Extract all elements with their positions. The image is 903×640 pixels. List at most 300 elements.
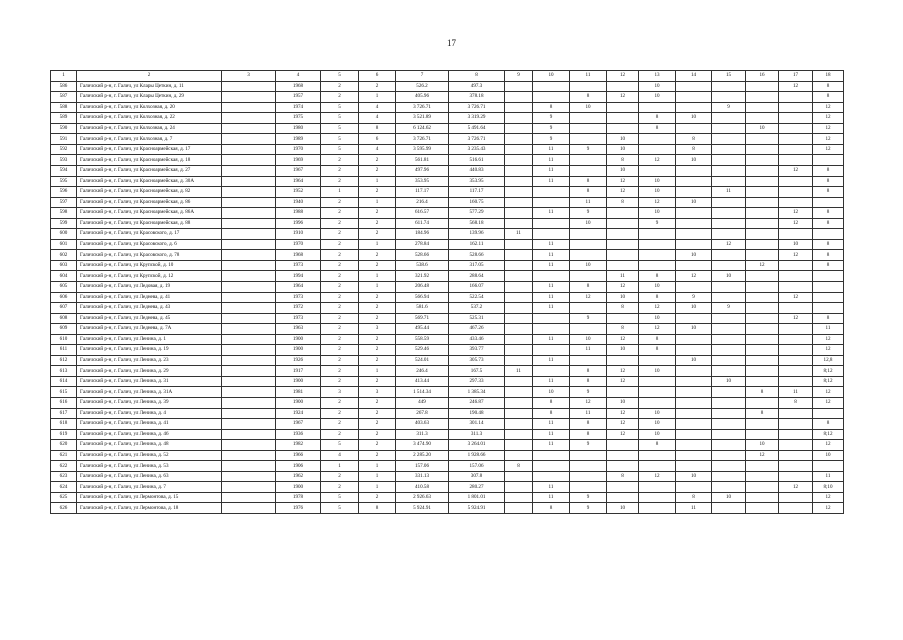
- table-row: [51, 408, 844, 419]
- table-cell: 8: [779, 398, 813, 409]
- table-cell: 11: [505, 366, 533, 377]
- table-cell: [746, 334, 779, 345]
- table-cell: [607, 218, 639, 229]
- table-cell: 8: [639, 113, 676, 124]
- table-cell: [746, 165, 779, 176]
- table-cell: [533, 271, 570, 282]
- table-cell: [222, 324, 276, 335]
- table-cell: [746, 471, 779, 482]
- table-cell: 1: [359, 239, 396, 250]
- table-cell: 1973: [276, 260, 321, 271]
- table-cell: 12: [746, 260, 779, 271]
- table-cell: [712, 345, 746, 356]
- table-cell: 2: [359, 260, 396, 271]
- table-cell: 9: [712, 102, 746, 113]
- table-cell: 157.06: [396, 461, 449, 472]
- table-cell: [222, 218, 276, 229]
- table-cell: 11: [779, 387, 813, 398]
- table-cell: 8: [639, 345, 676, 356]
- table-cell: 3 521.89: [396, 113, 449, 124]
- table-cell: 10: [639, 176, 676, 187]
- table-cell: [505, 376, 533, 387]
- table-cell: [779, 503, 813, 514]
- table-cell: [570, 123, 607, 134]
- table-cell: [746, 324, 779, 335]
- table-cell: [607, 250, 639, 261]
- table-cell: 611.74: [396, 218, 449, 229]
- table-cell: 9: [712, 303, 746, 314]
- table-cell: 3 235.43: [449, 144, 505, 155]
- table-cell: 12: [779, 292, 813, 303]
- table-cell: 1900: [276, 334, 321, 345]
- table-cell: [639, 450, 676, 461]
- table-cell: [505, 408, 533, 419]
- table-row: [51, 366, 844, 377]
- table-cell: 11: [533, 440, 570, 451]
- table-cell: 216.4: [396, 197, 449, 208]
- table-cell: [746, 229, 779, 240]
- table-cell: 2: [321, 81, 359, 92]
- table-cell: 12: [779, 81, 813, 92]
- table-cell: 8: [607, 303, 639, 314]
- table-cell: [779, 260, 813, 271]
- table-cell: [779, 334, 813, 345]
- table-cell: [505, 165, 533, 176]
- table-cell: [779, 461, 813, 472]
- table-cell: 619: [51, 429, 77, 440]
- table-cell: 622: [51, 461, 77, 472]
- table-cell: [676, 260, 712, 271]
- table-cell: 12: [779, 250, 813, 261]
- table-row: [51, 165, 844, 176]
- table-cell: [712, 408, 746, 419]
- table-cell: [746, 81, 779, 92]
- table-cell: [505, 324, 533, 335]
- table-cell: [712, 503, 746, 514]
- table-cell: 626: [51, 503, 77, 514]
- table-cell: 301.14: [449, 419, 505, 430]
- table-cell: [533, 471, 570, 482]
- table-cell: 6: [359, 134, 396, 145]
- table-cell: [222, 471, 276, 482]
- table-cell: 246.4: [396, 366, 449, 377]
- table-row: [51, 144, 844, 155]
- table-cell: [607, 440, 639, 451]
- table-cell: [222, 440, 276, 451]
- table-cell: [676, 461, 712, 472]
- table-cell: [746, 292, 779, 303]
- table-cell: 586: [51, 81, 77, 92]
- table-cell: 117.17: [449, 187, 505, 198]
- table-cell: [712, 260, 746, 271]
- table-cell: 606: [51, 292, 77, 303]
- table-cell: 1: [359, 471, 396, 482]
- table-cell: 5: [321, 102, 359, 113]
- table-cell: 1936: [276, 429, 321, 440]
- table-cell: 1966: [276, 450, 321, 461]
- address-cell: Галичский р-н, г. Галич, ул Ленина, д. 53: [77, 461, 222, 472]
- table-cell: [505, 440, 533, 451]
- table-cell: [813, 303, 844, 314]
- table-cell: 596: [51, 187, 77, 198]
- table-cell: [813, 281, 844, 292]
- table-cell: [639, 250, 676, 261]
- address-cell: Галичский р-н, г. Галич, ул Красноармейская, д. 86: [77, 197, 222, 208]
- table-cell: 12: [676, 271, 712, 282]
- table-cell: 12: [779, 482, 813, 493]
- table-row: [51, 303, 844, 314]
- table-cell: [712, 176, 746, 187]
- table-cell: 1: [359, 271, 396, 282]
- table-cell: 12: [607, 92, 639, 103]
- table-cell: 610: [51, 334, 77, 345]
- table-row: [51, 102, 844, 113]
- column-number-cell: 11: [570, 71, 607, 82]
- table-cell: 8: [359, 123, 396, 134]
- table-cell: [533, 461, 570, 472]
- table-cell: 162.11: [449, 239, 505, 250]
- table-cell: 167.5: [449, 366, 505, 377]
- table-cell: [779, 197, 813, 208]
- column-number-cell: 3: [222, 71, 276, 82]
- table-row: [51, 324, 844, 335]
- table-cell: 561.81: [396, 155, 449, 166]
- table-cell: [222, 419, 276, 430]
- address-cell: Галичский р-н, г. Галич, ул Ленина, д. 48: [77, 440, 222, 451]
- table-cell: 1973: [276, 292, 321, 303]
- table-cell: [505, 260, 533, 271]
- table-cell: 524.01: [396, 355, 449, 366]
- table-cell: [712, 440, 746, 451]
- table-cell: [639, 461, 676, 472]
- table-cell: 2: [321, 292, 359, 303]
- table-cell: [779, 134, 813, 145]
- column-number-cell: 12: [607, 71, 639, 82]
- table-cell: 12: [779, 313, 813, 324]
- table-cell: [712, 292, 746, 303]
- table-cell: [712, 250, 746, 261]
- table-cell: [712, 366, 746, 377]
- table-cell: 568.18: [449, 218, 505, 229]
- table-cell: 2: [321, 260, 359, 271]
- table-cell: 10: [676, 113, 712, 124]
- table-cell: [676, 165, 712, 176]
- table-cell: 2: [359, 81, 396, 92]
- table-cell: 528.66: [449, 250, 505, 261]
- address-cell: Галичский р-н, г. Галич, ул Колхозная, д. 20: [77, 102, 222, 113]
- table-cell: 601: [51, 239, 77, 250]
- table-row: [51, 292, 844, 303]
- table-cell: [570, 450, 607, 461]
- table-cell: [676, 450, 712, 461]
- table-cell: 608: [51, 313, 77, 324]
- table-cell: 9: [570, 387, 607, 398]
- table-cell: 11: [813, 324, 844, 335]
- table-cell: 1906: [276, 461, 321, 472]
- table-cell: [779, 324, 813, 335]
- table-cell: 433.46: [449, 334, 505, 345]
- table-cell: 1917: [276, 366, 321, 377]
- table-cell: [570, 250, 607, 261]
- table-cell: 1964: [276, 281, 321, 292]
- table-cell: [505, 503, 533, 514]
- table-cell: 8: [813, 218, 844, 229]
- table-cell: 4: [359, 113, 396, 124]
- address-cell: Галичский р-н, г. Галич, ул Красноармейская, д. 88: [77, 218, 222, 229]
- address-cell: Галичский р-н, г. Галич, ул Ленина, д. 4: [77, 408, 222, 419]
- table-cell: [746, 197, 779, 208]
- table-cell: 1962: [276, 471, 321, 482]
- table-cell: [746, 366, 779, 377]
- table-cell: 8: [607, 471, 639, 482]
- table-cell: [676, 313, 712, 324]
- table-cell: 1974: [276, 102, 321, 113]
- table-cell: [222, 176, 276, 187]
- table-cell: 10: [639, 366, 676, 377]
- table-cell: 12: [639, 324, 676, 335]
- table-cell: 8: [607, 197, 639, 208]
- table-cell: [533, 197, 570, 208]
- table-cell: 11: [533, 208, 570, 219]
- table-cell: [746, 102, 779, 113]
- table-cell: 614: [51, 376, 77, 387]
- address-cell: Галичский р-н, г. Галич, ул Красноармейская, д. 18: [77, 155, 222, 166]
- table-cell: 1978: [276, 492, 321, 503]
- table-cell: [779, 102, 813, 113]
- table-cell: [712, 165, 746, 176]
- table-cell: [676, 281, 712, 292]
- table-cell: 569.71: [396, 313, 449, 324]
- table-cell: 566.94: [396, 292, 449, 303]
- column-number-cell: 10: [533, 71, 570, 82]
- table-cell: [222, 144, 276, 155]
- table-cell: 2: [321, 398, 359, 409]
- column-number-cell: 7: [396, 71, 449, 82]
- table-cell: [712, 92, 746, 103]
- table-cell: 2: [359, 376, 396, 387]
- table-cell: 591: [51, 134, 77, 145]
- table-cell: [712, 113, 746, 124]
- table-cell: 9: [570, 492, 607, 503]
- table-cell: 11: [533, 292, 570, 303]
- table-cell: [505, 419, 533, 430]
- table-cell: [222, 461, 276, 472]
- table-cell: [712, 450, 746, 461]
- table-cell: 589: [51, 113, 77, 124]
- table-cell: 12: [607, 429, 639, 440]
- table-cell: [607, 102, 639, 113]
- table-row: [51, 218, 844, 229]
- table-cell: 1972: [276, 303, 321, 314]
- table-cell: [533, 218, 570, 229]
- table-cell: [639, 387, 676, 398]
- table-cell: 2: [359, 450, 396, 461]
- table-cell: 1970: [276, 144, 321, 155]
- table-cell: [533, 229, 570, 240]
- table-cell: 1973: [276, 313, 321, 324]
- table-cell: [607, 81, 639, 92]
- table-cell: 2: [321, 271, 359, 282]
- address-cell: Галичский р-н, г. Галич, ул Ленина, д. 46: [77, 429, 222, 440]
- table-cell: [779, 155, 813, 166]
- table-cell: [813, 408, 844, 419]
- table-cell: 190.48: [449, 408, 505, 419]
- table-cell: [639, 239, 676, 250]
- table-cell: [505, 144, 533, 155]
- table-cell: 1963: [276, 324, 321, 335]
- column-number-cell: 1: [51, 71, 77, 82]
- address-cell: Галичский р-н, г. Галич, ул Красноармейская, д. 27: [77, 165, 222, 176]
- table-cell: [570, 303, 607, 314]
- table-row: [51, 482, 844, 493]
- address-cell: Галичский р-н, г. Галич, ул Леднева, д. 43: [77, 303, 222, 314]
- table-cell: 8: [359, 503, 396, 514]
- table-cell: [746, 92, 779, 103]
- table-row: [51, 450, 844, 461]
- address-cell: Галичский р-н, г. Галич, ул Ленина, д. 23: [77, 355, 222, 366]
- column-number-cell: 5: [321, 71, 359, 82]
- table-cell: [746, 345, 779, 356]
- table-cell: 615: [51, 387, 77, 398]
- table-cell: 2: [359, 155, 396, 166]
- table-cell: 11: [676, 503, 712, 514]
- table-row: [51, 398, 844, 409]
- table-cell: [222, 281, 276, 292]
- table-cell: 2: [321, 324, 359, 335]
- table-cell: 538.6: [396, 260, 449, 271]
- table-cell: [676, 429, 712, 440]
- table-cell: [222, 102, 276, 113]
- table-row: [51, 440, 844, 451]
- table-cell: 2: [321, 355, 359, 366]
- table-cell: 10: [639, 281, 676, 292]
- table-cell: 1968: [276, 250, 321, 261]
- address-cell: Галичский р-н, г. Галич, ул Крупской, д. 10: [77, 260, 222, 271]
- table-cell: 378.18: [449, 92, 505, 103]
- table-cell: 1982: [276, 440, 321, 451]
- table-cell: [505, 492, 533, 503]
- table-cell: 581.6: [396, 303, 449, 314]
- table-row: [51, 461, 844, 472]
- table-cell: 393.77: [449, 345, 505, 356]
- table-cell: 8: [813, 260, 844, 271]
- table-row: [51, 229, 844, 240]
- table-cell: 8: [533, 102, 570, 113]
- table-cell: 2: [359, 165, 396, 176]
- table-cell: 8: [813, 208, 844, 219]
- table-cell: 11: [505, 229, 533, 240]
- address-cell: Галичский р-н, г. Галич, ул Ленина, д. 19: [77, 345, 222, 356]
- table-cell: 2: [359, 292, 396, 303]
- table-cell: 8;10: [813, 482, 844, 493]
- table-cell: 1952: [276, 187, 321, 198]
- table-cell: [746, 218, 779, 229]
- table-cell: 1964: [276, 176, 321, 187]
- table-cell: 611: [51, 345, 77, 356]
- table-cell: [222, 250, 276, 261]
- table-cell: [676, 398, 712, 409]
- table-cell: [746, 250, 779, 261]
- table-cell: [746, 144, 779, 155]
- table-cell: 577.29: [449, 208, 505, 219]
- table-cell: [712, 208, 746, 219]
- table-cell: 12: [570, 292, 607, 303]
- table-cell: [222, 229, 276, 240]
- table-cell: 2: [321, 345, 359, 356]
- table-cell: 528.66: [396, 250, 449, 261]
- table-cell: 11: [570, 408, 607, 419]
- table-cell: 1900: [276, 398, 321, 409]
- table-cell: [533, 450, 570, 461]
- table-cell: 526.2: [396, 81, 449, 92]
- table-cell: [222, 271, 276, 282]
- table-cell: 2: [321, 419, 359, 430]
- table-cell: 11: [533, 176, 570, 187]
- table-cell: 8: [813, 187, 844, 198]
- table-cell: 1900: [276, 376, 321, 387]
- table-cell: 10: [639, 208, 676, 219]
- table-cell: [570, 471, 607, 482]
- table-cell: 10: [570, 260, 607, 271]
- table-cell: 12: [712, 239, 746, 250]
- table-cell: 4: [321, 450, 359, 461]
- column-number-cell: 9: [505, 71, 533, 82]
- table-cell: 5 924.91: [396, 503, 449, 514]
- table-cell: 403.63: [396, 419, 449, 430]
- table-cell: 2: [321, 229, 359, 240]
- table-cell: 1: [359, 92, 396, 103]
- table-row: [51, 355, 844, 366]
- address-cell: Галичский р-н, г. Галич, ул Ленина, д. 1: [77, 334, 222, 345]
- table-cell: 12: [639, 303, 676, 314]
- table-cell: 1989: [276, 134, 321, 145]
- table-cell: 1970: [276, 239, 321, 250]
- table-cell: [779, 144, 813, 155]
- table-cell: 12: [779, 165, 813, 176]
- table-cell: 12: [607, 176, 639, 187]
- table-cell: 10: [639, 81, 676, 92]
- table-cell: 11: [533, 155, 570, 166]
- table-cell: [746, 461, 779, 472]
- table-cell: 12: [813, 102, 844, 113]
- table-cell: 617: [51, 408, 77, 419]
- table-cell: 280.27: [449, 482, 505, 493]
- table-cell: [222, 334, 276, 345]
- table-row: [51, 239, 844, 250]
- table-cell: [222, 81, 276, 92]
- table-cell: [779, 303, 813, 314]
- table-cell: [222, 482, 276, 493]
- table-cell: [607, 492, 639, 503]
- table-cell: [222, 492, 276, 503]
- table-cell: 353.95: [449, 176, 505, 187]
- table-cell: 621: [51, 450, 77, 461]
- table-cell: 2: [359, 229, 396, 240]
- table-cell: 5: [321, 134, 359, 145]
- page-number: 17: [447, 38, 456, 48]
- table-cell: 3: [359, 387, 396, 398]
- table-cell: [779, 123, 813, 134]
- table-cell: 8;12: [813, 366, 844, 377]
- table-cell: 9: [533, 134, 570, 145]
- table-cell: 1957: [276, 92, 321, 103]
- table-cell: [222, 313, 276, 324]
- table-cell: [505, 450, 533, 461]
- address-cell: Галичский р-н, г. Галич, ул Красноармейская, д. 30А: [77, 176, 222, 187]
- table-cell: 8: [570, 366, 607, 377]
- housing-register-table: [50, 70, 844, 514]
- table-cell: 8: [639, 334, 676, 345]
